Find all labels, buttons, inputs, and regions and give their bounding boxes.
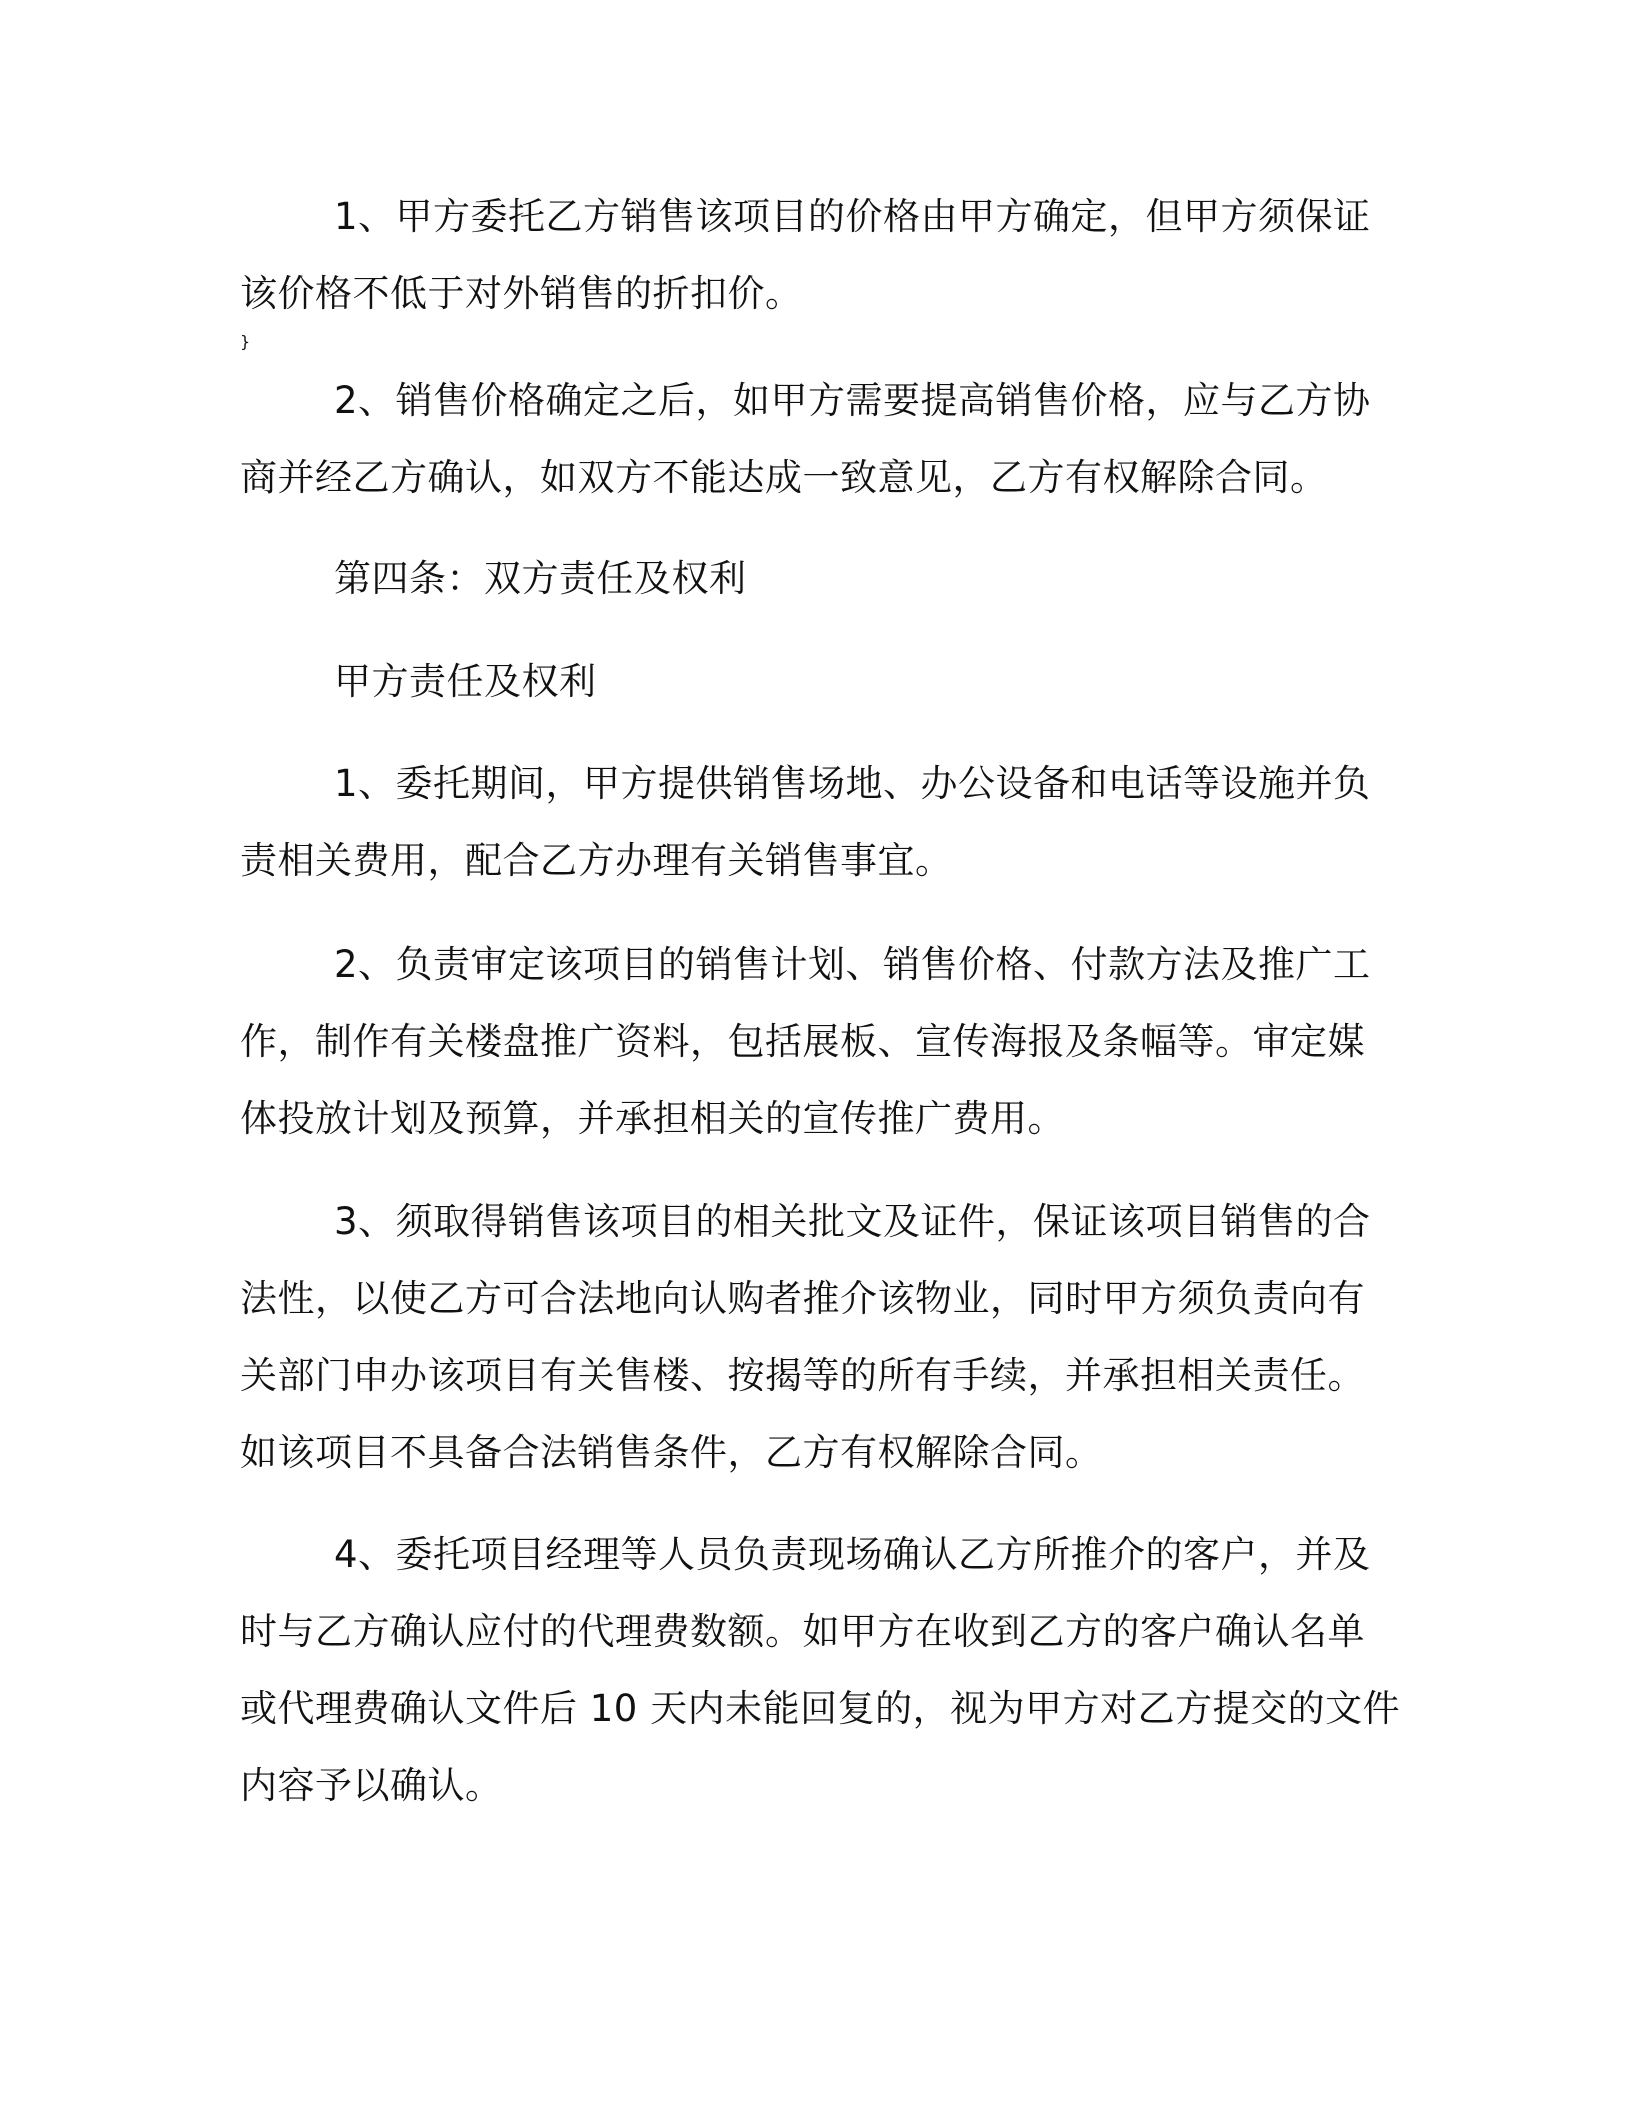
paragraph-party-a-item-4 — [240, 1516, 1401, 1824]
paragraph-line: 责相关费用，配合乙方办理有关销售事宜。 — [240, 839, 953, 882]
paragraph-line: 如该项目不具备合法销售条件，乙方有权解除合同。 — [240, 1431, 1103, 1474]
paragraph-party-a-item-2 — [240, 926, 1390, 1157]
paragraph-party-a-item-1 — [240, 745, 1390, 899]
paragraph-line: 作，制作有关楼盘推广资料，包括展板、宣传海报及条幅等。审定媒 — [240, 1020, 1365, 1063]
paragraph-line: 或代理费确认文件后 10 天内未能回复的，视为甲方对乙方提交的文件 — [240, 1687, 1401, 1730]
paragraph-line: 4、委托项目经理等人员负责现场确认乙方所推介的客户，并及 — [334, 1533, 1371, 1576]
paragraph-line: 体投放计划及预算，并承担相关的宣传推广费用。 — [240, 1097, 1065, 1140]
paragraph-line: 3、须取得销售该项目的相关批文及证件，保证该项目销售的合 — [334, 1200, 1371, 1243]
paragraph-line: 2、负责审定该项目的销售计划、销售价格、付款方法及推广工 — [334, 943, 1371, 986]
paragraph-line: 法性，以使乙方可合法地向认购者推介该物业，同时甲方须负责向有 — [240, 1277, 1365, 1320]
section-heading-article-four — [240, 540, 1390, 617]
paragraph-line: 2、销售价格确定之后，如甲方需要提高销售价格，应与乙方协 — [334, 379, 1371, 422]
paragraph-line: 1、委托期间，甲方提供销售场地、办公设备和电话等设施并负 — [334, 762, 1371, 805]
section-heading: 第四条：双方责任及权利 — [334, 557, 747, 600]
paragraph-price-determination: 1、甲方委托乙方销售该项目的价格由甲方确定，但甲方须保证 该价格不低于对外销售的折扣价。 } — [240, 178, 1390, 351]
paragraph-line: 时与乙方确认应付的代理费数额。如甲方在收到乙方的客户确认名单 — [240, 1610, 1365, 1653]
paragraph-line: 该价格不低于对外销售的折扣价。 — [240, 272, 803, 315]
paragraph-line: 内容予以确认。 — [240, 1764, 503, 1807]
paragraph-price-increase — [240, 362, 1390, 516]
paragraph-line: 关部门申办该项目有关售楼、按揭等的所有手续，并承担相关责任。 — [240, 1354, 1365, 1397]
paragraph-line: 商并经乙方确认，如双方不能达成一致意见，乙方有权解除合同。 — [240, 456, 1328, 499]
subheading-party-a-duties — [240, 643, 1390, 720]
subheading: 甲方责任及权利 — [334, 660, 597, 703]
paragraph-party-a-item-3 — [240, 1183, 1390, 1491]
paragraph-line: 1、甲方委托乙方销售该项目的价格由甲方确定，但甲方须保证 — [334, 195, 1371, 238]
